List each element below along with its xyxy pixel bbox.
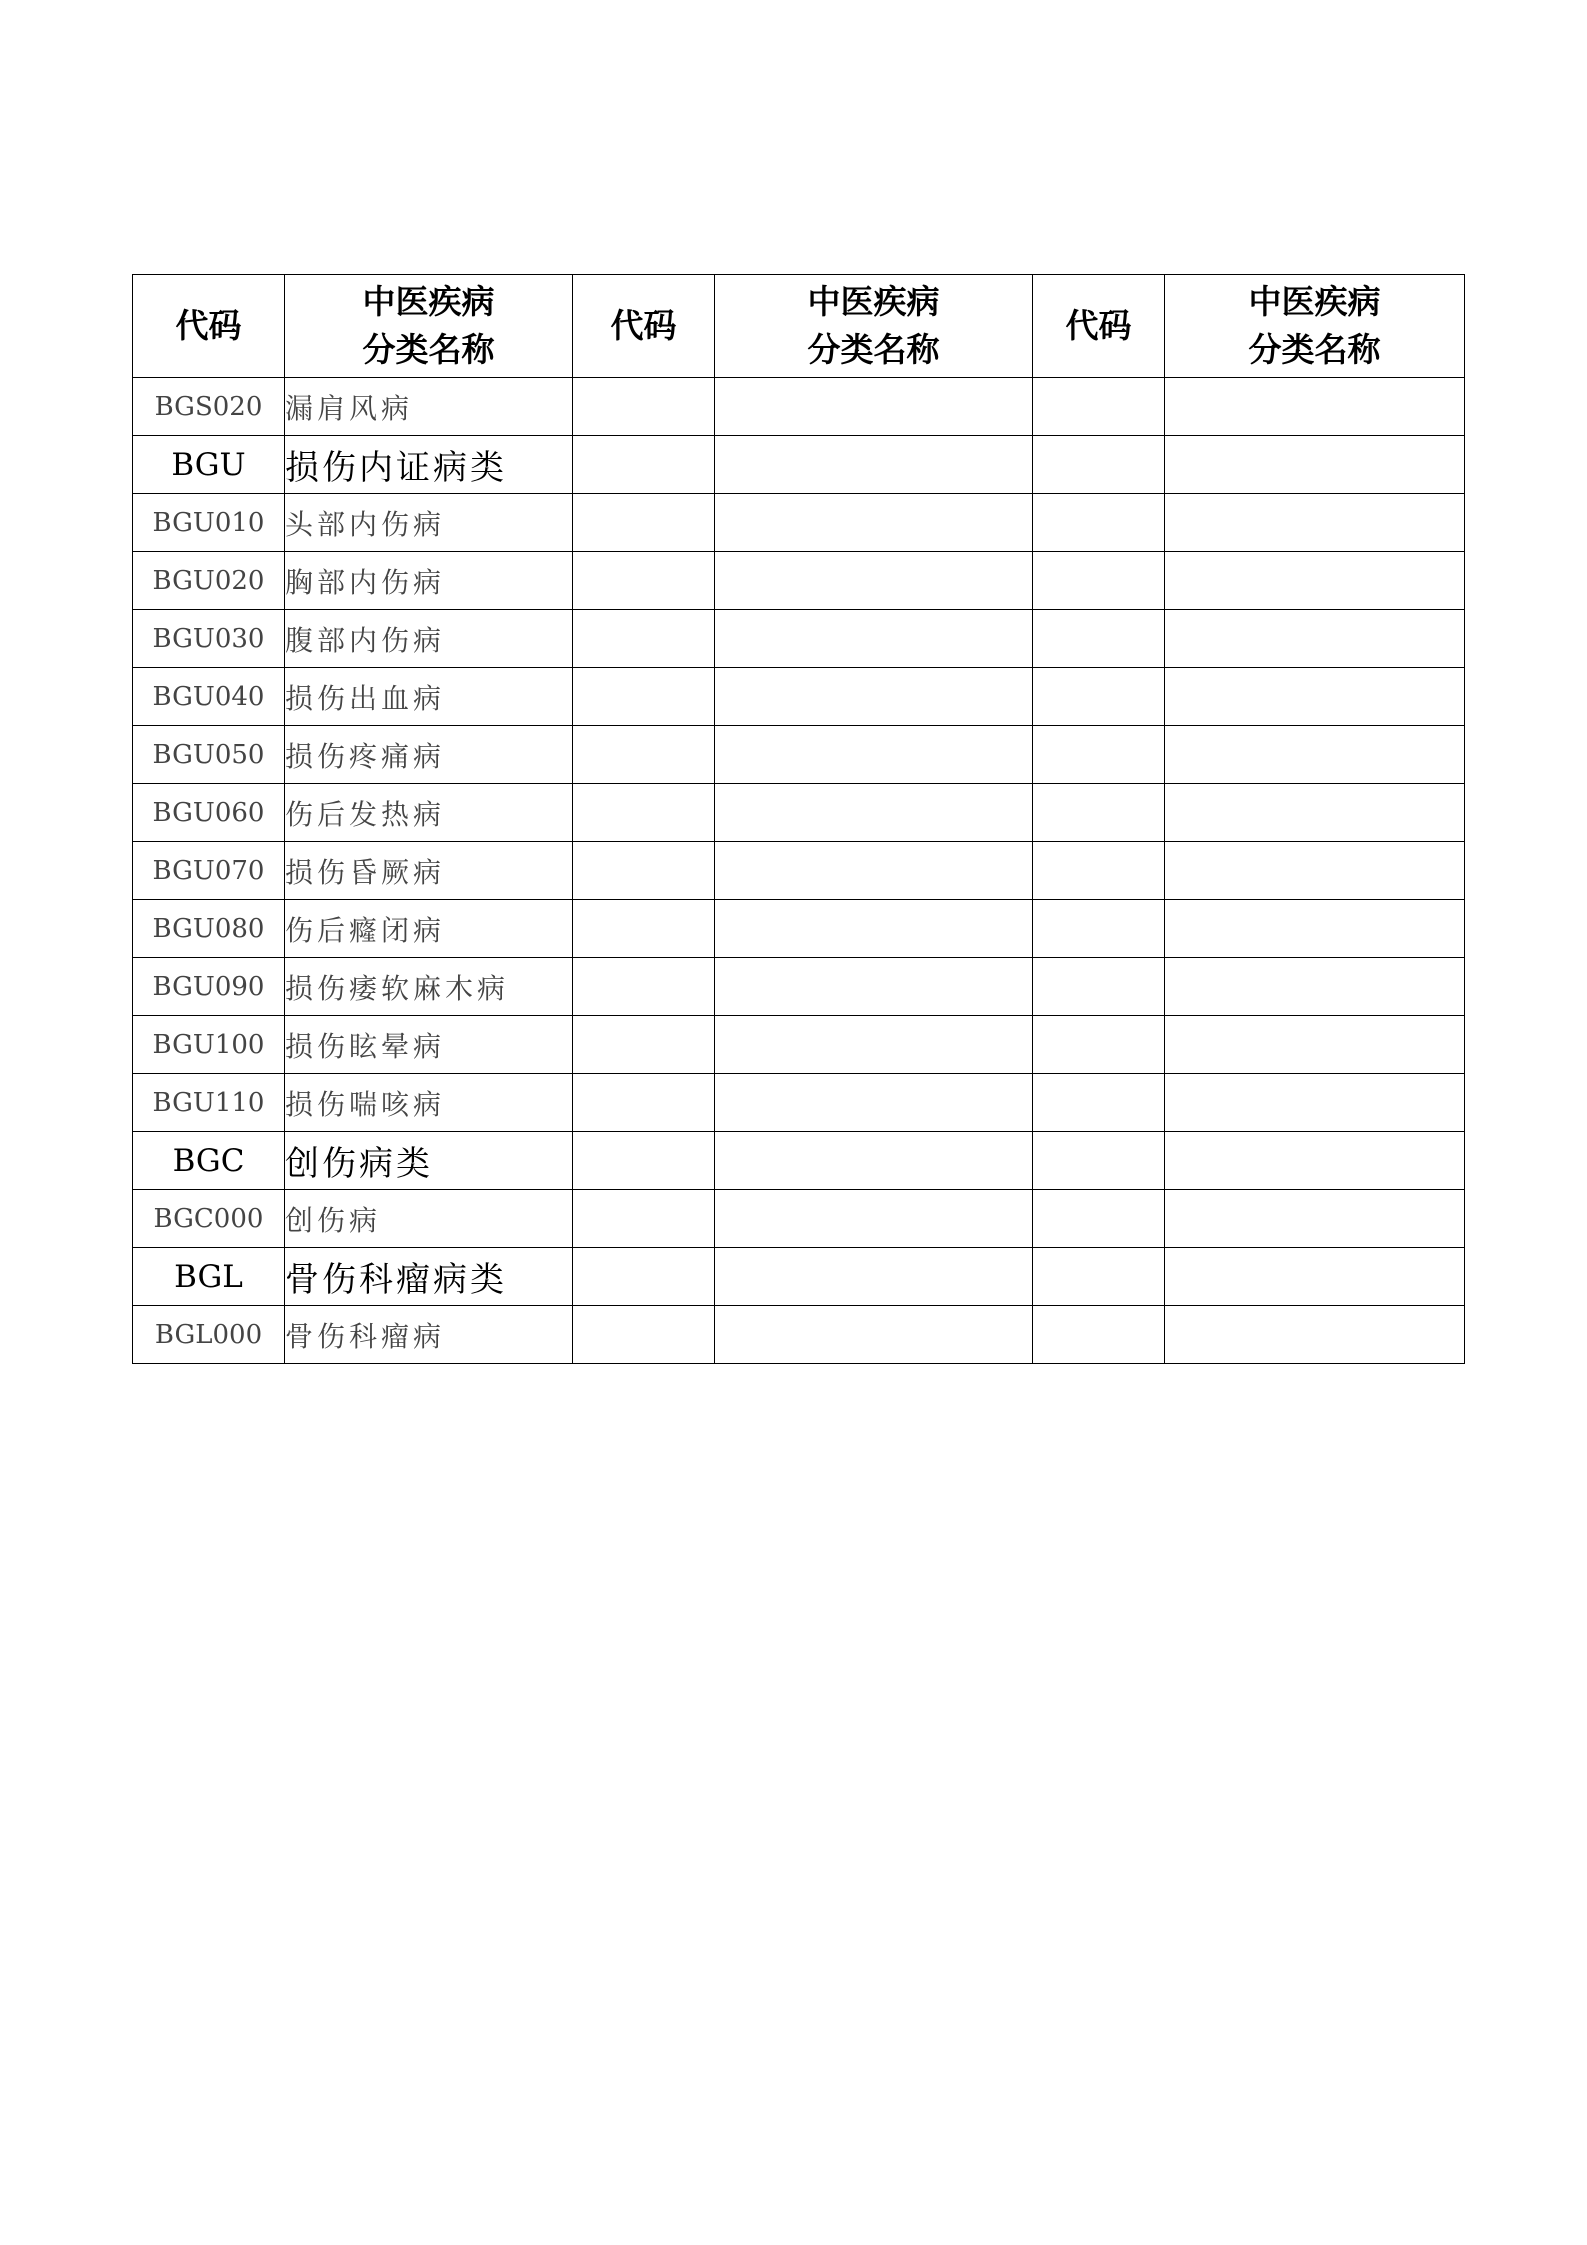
empty-code-cell [573, 1016, 715, 1074]
empty-name-cell [715, 842, 1033, 900]
table-row [133, 552, 1465, 610]
empty-code-cell [573, 842, 715, 900]
disease-code-cell: BGL000 [133, 1306, 285, 1364]
header-code-2: 代码 [573, 275, 715, 378]
disease-name-cell: 伤后发热病 [285, 784, 573, 842]
empty-name-cell [1165, 494, 1465, 552]
disease-name-cell: 头部内伤病 [285, 494, 573, 552]
empty-code-cell [573, 958, 715, 1016]
table-header-row [133, 275, 1465, 378]
empty-name-cell [1165, 726, 1465, 784]
disease-code-cell: BGU080 [133, 900, 285, 958]
table-row [133, 784, 1465, 842]
empty-name-cell [715, 494, 1033, 552]
empty-code-cell [573, 378, 715, 436]
empty-code-cell [1033, 958, 1165, 1016]
empty-code-cell [573, 900, 715, 958]
empty-name-cell [715, 610, 1033, 668]
empty-name-cell [715, 784, 1033, 842]
empty-code-cell [573, 436, 715, 494]
disease-code-cell: BGS020 [133, 378, 285, 436]
disease-name-cell: 损伤出血病 [285, 668, 573, 726]
empty-code-cell [1033, 842, 1165, 900]
disease-name-cell: 伤后癃闭病 [285, 900, 573, 958]
empty-name-cell [715, 1016, 1033, 1074]
empty-code-cell [1033, 494, 1165, 552]
disease-code-cell: BGU100 [133, 1016, 285, 1074]
empty-name-cell [715, 958, 1033, 1016]
empty-code-cell [1033, 1132, 1165, 1190]
empty-name-cell [715, 1190, 1033, 1248]
category-row [133, 1132, 1465, 1190]
empty-code-cell [573, 1248, 715, 1306]
disease-name-cell: 损伤昏厥病 [285, 842, 573, 900]
empty-name-cell [715, 668, 1033, 726]
disease-code-cell: BGC000 [133, 1190, 285, 1248]
empty-code-cell [1033, 900, 1165, 958]
empty-code-cell [1033, 784, 1165, 842]
category-row [133, 436, 1465, 494]
empty-code-cell [1033, 436, 1165, 494]
header-name-1: 中医疾病 分类名称 [285, 275, 573, 378]
empty-name-cell [1165, 610, 1465, 668]
empty-code-cell [573, 1306, 715, 1364]
empty-name-cell [1165, 1248, 1465, 1306]
empty-name-cell [1165, 842, 1465, 900]
empty-code-cell [1033, 1248, 1165, 1306]
disease-name-cell: 创伤病 [285, 1190, 573, 1248]
disease-code-cell: BGU020 [133, 552, 285, 610]
table-row [133, 726, 1465, 784]
disease-code-cell: BGU030 [133, 610, 285, 668]
empty-name-cell [715, 1074, 1033, 1132]
table-row [133, 668, 1465, 726]
disease-code-cell: BGL [133, 1248, 285, 1306]
empty-name-cell [1165, 1016, 1465, 1074]
disease-code-cell: BGU090 [133, 958, 285, 1016]
category-row [133, 1248, 1465, 1306]
empty-code-cell [573, 668, 715, 726]
empty-code-cell [1033, 1074, 1165, 1132]
table-row [133, 378, 1465, 436]
empty-code-cell [573, 784, 715, 842]
empty-code-cell [1033, 1190, 1165, 1248]
empty-name-cell [715, 552, 1033, 610]
empty-name-cell [1165, 552, 1465, 610]
empty-code-cell [1033, 378, 1165, 436]
empty-code-cell [1033, 668, 1165, 726]
table-row [133, 1306, 1465, 1364]
table-row [133, 958, 1465, 1016]
empty-code-cell [573, 494, 715, 552]
empty-code-cell [573, 610, 715, 668]
empty-name-cell [1165, 958, 1465, 1016]
empty-code-cell [573, 1074, 715, 1132]
empty-name-cell [715, 900, 1033, 958]
header-code-1: 代码 [133, 275, 285, 378]
empty-name-cell [715, 726, 1033, 784]
empty-code-cell [573, 552, 715, 610]
empty-name-cell [715, 1132, 1033, 1190]
empty-code-cell [573, 1132, 715, 1190]
disease-code-cell: BGU060 [133, 784, 285, 842]
empty-name-cell [1165, 1132, 1465, 1190]
disease-code-cell: BGU070 [133, 842, 285, 900]
table-row [133, 1016, 1465, 1074]
disease-code-cell: BGU010 [133, 494, 285, 552]
disease-name-cell: 骨伤科瘤病类 [285, 1248, 573, 1306]
empty-name-cell [1165, 436, 1465, 494]
disease-code-cell: BGU040 [133, 668, 285, 726]
empty-name-cell [1165, 900, 1465, 958]
empty-code-cell [1033, 726, 1165, 784]
disease-code-cell: BGU [133, 436, 285, 494]
empty-name-cell [1165, 784, 1465, 842]
empty-code-cell [573, 726, 715, 784]
disease-name-cell: 损伤眩晕病 [285, 1016, 573, 1074]
disease-name-cell: 损伤痿软麻木病 [285, 958, 573, 1016]
disease-code-cell: BGU050 [133, 726, 285, 784]
header-name-3: 中医疾病 分类名称 [1165, 275, 1465, 378]
disease-name-cell: 胸部内伤病 [285, 552, 573, 610]
empty-code-cell [1033, 1306, 1165, 1364]
disease-code-table [132, 274, 1465, 1364]
disease-name-cell: 损伤内证病类 [285, 436, 573, 494]
table-body [133, 378, 1465, 1364]
disease-name-cell: 腹部内伤病 [285, 610, 573, 668]
disease-name-cell: 损伤喘咳病 [285, 1074, 573, 1132]
table-row [133, 842, 1465, 900]
empty-name-cell [715, 436, 1033, 494]
empty-name-cell [1165, 1306, 1465, 1364]
table-row [133, 900, 1465, 958]
empty-name-cell [715, 378, 1033, 436]
disease-name-cell: 损伤疼痛病 [285, 726, 573, 784]
table-row [133, 1190, 1465, 1248]
table-row [133, 494, 1465, 552]
header-code-3: 代码 [1033, 275, 1165, 378]
empty-name-cell [715, 1248, 1033, 1306]
empty-name-cell [715, 1306, 1033, 1364]
empty-code-cell [1033, 552, 1165, 610]
table-row [133, 1074, 1465, 1132]
disease-code-cell: BGC [133, 1132, 285, 1190]
empty-name-cell [1165, 1190, 1465, 1248]
empty-name-cell [1165, 668, 1465, 726]
empty-name-cell [1165, 1074, 1465, 1132]
empty-name-cell [1165, 378, 1465, 436]
empty-code-cell [573, 1190, 715, 1248]
disease-name-cell: 创伤病类 [285, 1132, 573, 1190]
disease-code-cell: BGU110 [133, 1074, 285, 1132]
table-row [133, 610, 1465, 668]
header-name-2: 中医疾病 分类名称 [715, 275, 1033, 378]
disease-name-cell: 漏肩风病 [285, 378, 573, 436]
disease-name-cell: 骨伤科瘤病 [285, 1306, 573, 1364]
empty-code-cell [1033, 1016, 1165, 1074]
empty-code-cell [1033, 610, 1165, 668]
